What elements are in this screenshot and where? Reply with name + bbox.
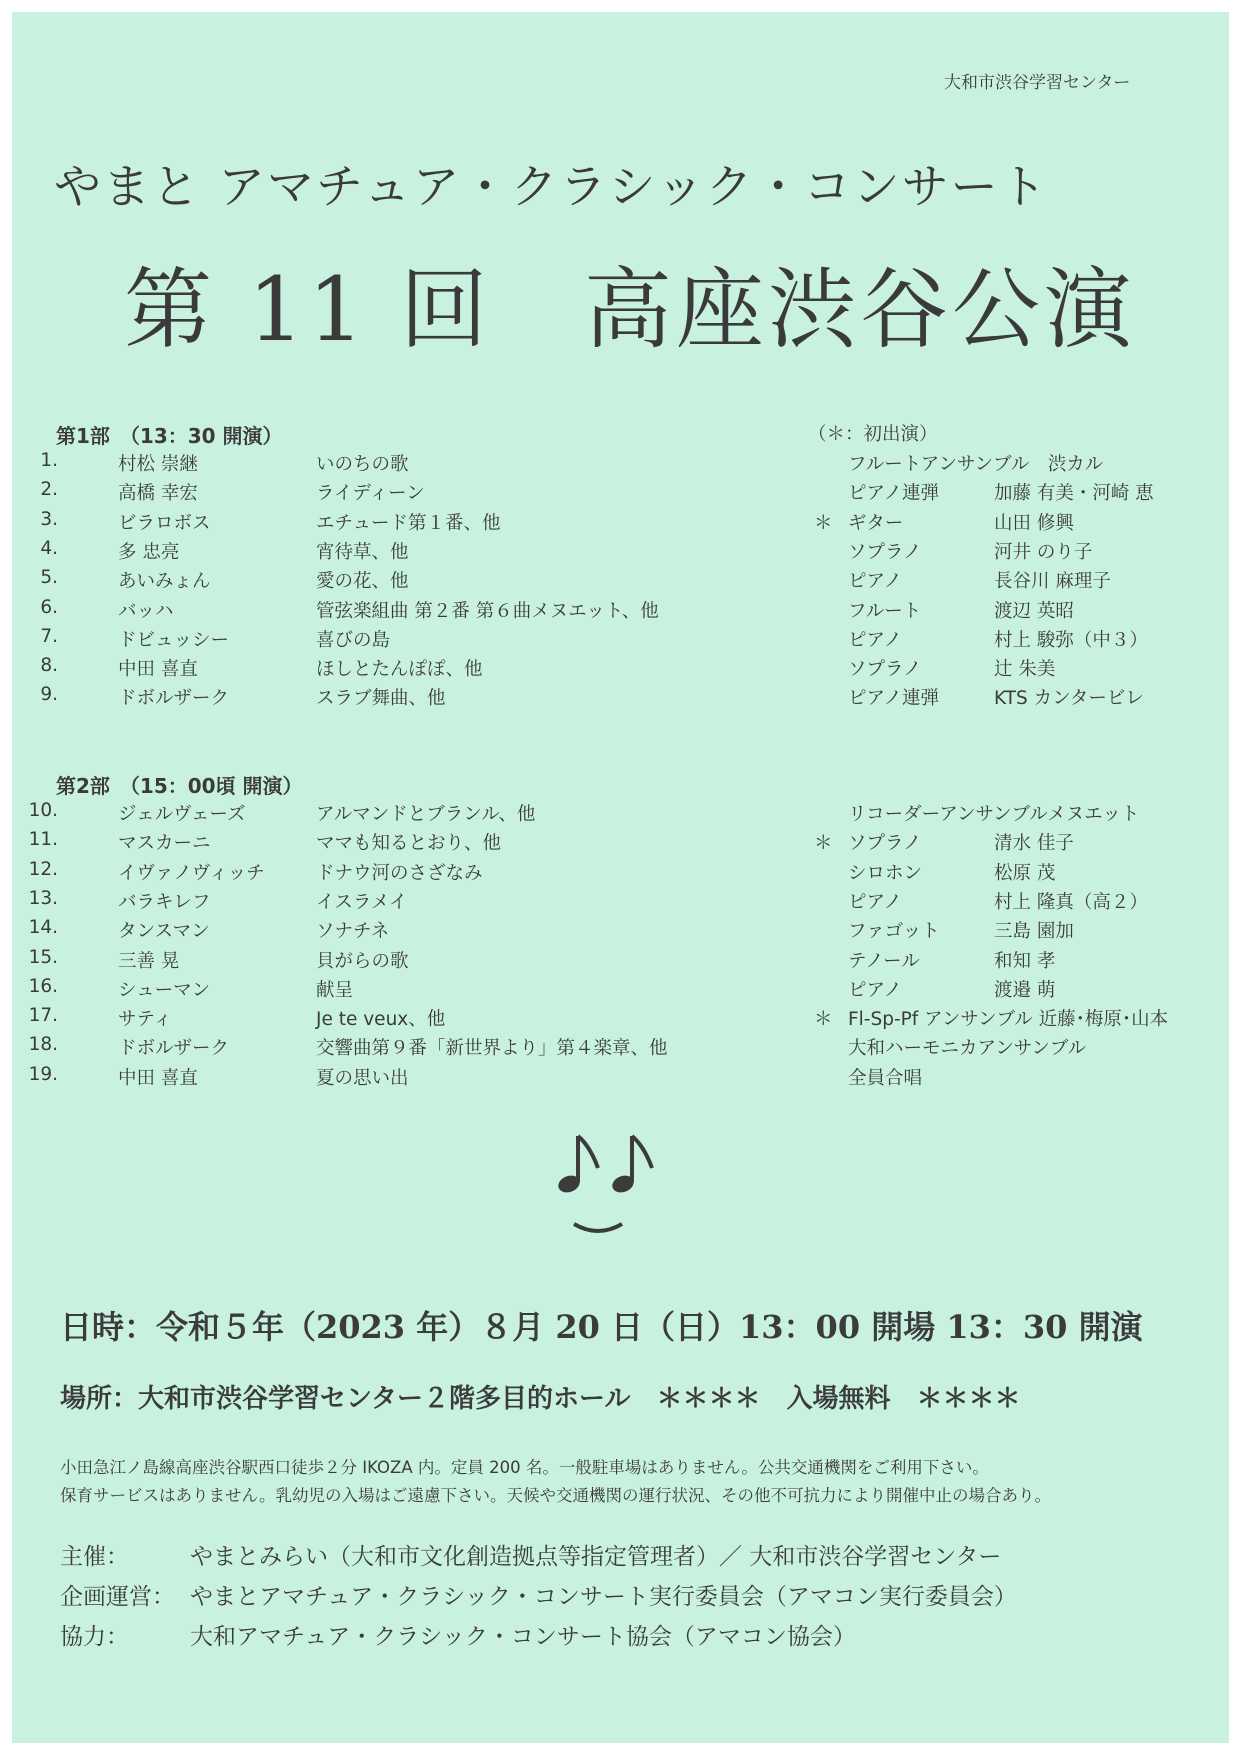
credit-value: 大和アマチュア・クラシック・コンサート協会（アマコン協会）	[190, 1624, 856, 1650]
performer-name: 山田 修興	[994, 512, 1074, 534]
program-row	[0, 450, 760, 474]
instrument: 全員合唱	[848, 1067, 923, 1089]
performer-name: 加藤 有美・河崎 恵	[994, 483, 1154, 505]
instrument: ファゴット	[848, 921, 940, 943]
composer-name: タンスマン	[118, 921, 210, 943]
program-number: 9.	[40, 684, 58, 706]
program-row	[0, 626, 760, 650]
instrument: ピアノ連弾	[848, 483, 940, 505]
program-number: 1.	[40, 450, 58, 471]
composer-name: あいみょん	[118, 571, 211, 593]
program-number: 4.	[40, 537, 58, 559]
performer-name: 清水 佳子	[994, 833, 1074, 855]
composer-name: イヴァノヴィッチ	[118, 862, 265, 884]
instrument: 大和ハーモニカアンサンブル	[848, 1038, 1087, 1060]
composer-name: 中田 喜直	[118, 659, 198, 681]
performer-row	[814, 888, 1224, 912]
concert-subtitle: やまと アマチュア・クラシック・コンサート	[54, 160, 1049, 215]
program-number: 6.	[40, 596, 58, 618]
program-row	[0, 655, 760, 679]
program-number: 3.	[40, 508, 58, 530]
program-row	[0, 538, 760, 562]
program-number: 19.	[28, 1063, 58, 1085]
program-number: 17.	[28, 1005, 58, 1027]
performer-row	[814, 829, 1224, 853]
piece-title: Je te veux、他	[316, 1009, 446, 1031]
credit-value: やまとみらい（大和市文化創造拠点等指定管理者）／ 大和市渋谷学習センター	[190, 1544, 1002, 1570]
instrument: ソプラノ	[848, 833, 922, 855]
composer-name: ドボルザーク	[118, 1038, 230, 1060]
performer-row	[814, 655, 1224, 679]
program-number: 13.	[28, 887, 58, 909]
program-row	[0, 509, 760, 533]
piece-title: 管弦楽組曲 第２番 第６曲メヌエット、他	[316, 600, 659, 622]
program-number: 15.	[28, 946, 58, 968]
instrument: テノール	[848, 950, 920, 972]
performer-name: 三島 園加	[994, 921, 1074, 943]
concert-title: 第 11 回 高座渋谷公演	[124, 258, 1136, 361]
piece-title: ママも知るとおり、他	[316, 833, 502, 855]
performer-row	[814, 450, 1224, 474]
composer-name: ジェルヴェーズ	[118, 804, 246, 825]
piece-title: 貝がらの歌	[316, 950, 409, 972]
program-number: 8.	[40, 655, 58, 677]
access-note: 小田急江ノ島線高座渋谷駅西口徒歩２分 IKOZA 内。定員 200 名。一般駐車場はありません。公共交通機関をご利用下さい。	[60, 1458, 989, 1477]
composer-name: マスカーニ	[118, 833, 211, 855]
performer-name: 渡邉 萌	[994, 979, 1056, 1001]
program-row	[0, 567, 760, 591]
composer-name: 中田 喜直	[118, 1067, 198, 1089]
composer-name: 三善 晃	[118, 950, 180, 972]
composer-name: ドビュッシー	[118, 629, 230, 651]
program-number: 10.	[28, 800, 58, 821]
composer-name: バッハ	[118, 600, 174, 622]
instrument: Fl-Sp-Pf アンサンブル 近藤･梅原･山本	[848, 1009, 1169, 1031]
program-row	[0, 829, 760, 853]
program-row	[0, 859, 760, 883]
performer-name: KTS カンタービレ	[994, 688, 1144, 710]
piece-title: 献呈	[316, 979, 354, 1001]
performer-row	[814, 800, 1224, 824]
credit-value: やまとアマチュア・クラシック・コンサート実行委員会（アマコン実行委員会）	[190, 1584, 1017, 1610]
piece-title: ほしとたんぽぽ、他	[316, 659, 483, 681]
debut-marker: ＊	[814, 512, 833, 534]
part2-heading: 第2部 （15：00頃 開演）	[56, 774, 303, 798]
program-row	[0, 976, 760, 1000]
debut-marker: ＊	[814, 1009, 833, 1031]
performer-row	[814, 976, 1224, 1000]
piece-title: 喜びの島	[316, 629, 391, 651]
composer-name: バラキレフ	[118, 891, 211, 913]
program-row	[0, 800, 760, 824]
organizer-header: 大和市渋谷学習センター	[944, 73, 1131, 93]
program-number: 2.	[40, 479, 58, 501]
instrument: ソプラノ	[848, 541, 922, 563]
piece-title: アルマンドとブランル、他	[316, 804, 536, 825]
piece-title: 愛の花、他	[316, 571, 409, 593]
program-number: 16.	[28, 975, 58, 997]
performer-row	[814, 1034, 1224, 1058]
instrument: リコーダーアンサンブルメヌエット	[848, 804, 1140, 825]
program-number: 12.	[28, 858, 58, 880]
program-number: 11.	[28, 829, 58, 851]
credit-row	[60, 1578, 1210, 1608]
credit-label: 協力：	[60, 1624, 129, 1650]
performer-name: 松原 茂	[994, 862, 1056, 884]
performer-name: 河井 のり子	[994, 541, 1093, 563]
instrument: シロホン	[848, 862, 923, 884]
program-number: 5.	[40, 567, 58, 589]
credit-row	[60, 1618, 1210, 1648]
instrument: フルート	[848, 600, 922, 622]
performer-name: 渡辺 英昭	[994, 600, 1074, 622]
piece-title: スラブ舞曲、他	[316, 688, 446, 710]
piece-title: 宵待草、他	[316, 541, 409, 563]
piece-title: いのちの歌	[316, 454, 409, 475]
performer-row	[814, 1005, 1224, 1029]
performer-row	[814, 626, 1224, 650]
debut-marker: ＊	[814, 833, 833, 855]
program-row	[0, 597, 760, 621]
performer-name: 村上 駿弥（中３）	[994, 629, 1148, 651]
piece-title: エチュード第１番、他	[316, 512, 501, 534]
performer-name: 長谷川 麻理子	[994, 571, 1111, 593]
piece-title: ドナウ河のさざなみ	[316, 862, 483, 884]
composer-name: ビラロボス	[118, 512, 211, 534]
program-row	[0, 947, 760, 971]
performer-row	[814, 509, 1224, 533]
program-number: 14.	[28, 917, 58, 939]
performer-name: 辻 朱美	[994, 659, 1056, 681]
performer-name: 村上 隆真（高２）	[994, 891, 1148, 913]
music-notes-face-icon	[556, 1128, 686, 1248]
piece-title: 交響曲第９番「新世界より」第４楽章、他	[316, 1038, 668, 1060]
composer-name: 村松 崇継	[118, 454, 198, 475]
composer-name: 多 忠亮	[118, 541, 180, 563]
program-number: 18.	[28, 1034, 58, 1056]
instrument: フルートアンサンブル 渋カル	[848, 454, 1104, 475]
credit-row	[60, 1538, 1210, 1568]
performer-row	[814, 859, 1224, 883]
program-row	[0, 888, 760, 912]
instrument: ギター	[848, 512, 904, 534]
performer-row	[814, 1064, 1224, 1088]
caution-note: 保育サービスはありません。乳幼児の入場はご遠慮下さい。天候や交通機関の運行状況、その他不可抗力により開催中止の場合あり。	[60, 1486, 1051, 1505]
performer-row	[814, 479, 1224, 503]
performer-row	[814, 538, 1224, 562]
debut-legend: （＊：初出演）	[808, 424, 938, 445]
performer-row	[814, 947, 1224, 971]
event-place: 場所：大和市渋谷学習センター２階多目的ホール ＊＊＊＊ 入場無料 ＊＊＊＊	[60, 1384, 1021, 1414]
piece-title: 夏の思い出	[316, 1067, 409, 1089]
instrument: ピアノ連弾	[848, 688, 940, 710]
part1-heading: 第1部 （13：30 開演）	[56, 424, 283, 448]
program-row	[0, 1005, 760, 1029]
piece-title: ライディーン	[316, 483, 425, 505]
instrument: ソプラノ	[848, 659, 922, 681]
credit-label: 企画運営：	[60, 1584, 175, 1610]
performer-row	[814, 917, 1224, 941]
piece-title: イスラメイ	[316, 891, 408, 913]
performer-name: 和知 孝	[994, 950, 1056, 972]
performer-row	[814, 597, 1224, 621]
composer-name: シューマン	[118, 979, 211, 1001]
credit-label: 主催：	[60, 1544, 129, 1570]
instrument: ピアノ	[848, 629, 903, 651]
program-number: 7.	[40, 625, 58, 647]
instrument: ピアノ	[848, 571, 903, 593]
program-row	[0, 684, 760, 708]
piece-title: ソナチネ	[316, 921, 390, 943]
composer-name: 高橋 幸宏	[118, 483, 198, 505]
program-row	[0, 917, 760, 941]
composer-name: ドボルザーク	[118, 688, 230, 710]
performer-row	[814, 567, 1224, 591]
performer-row	[814, 684, 1224, 708]
composer-name: サティ	[118, 1009, 173, 1031]
program-row	[0, 479, 760, 503]
program-row	[0, 1034, 760, 1058]
instrument: ピアノ	[848, 979, 903, 1001]
program-row	[0, 1064, 760, 1088]
instrument: ピアノ	[848, 891, 903, 913]
event-date: 日時：令和５年（2023 年）８月 20 日（日）13：00 開場 13：30 開演	[60, 1308, 1143, 1346]
